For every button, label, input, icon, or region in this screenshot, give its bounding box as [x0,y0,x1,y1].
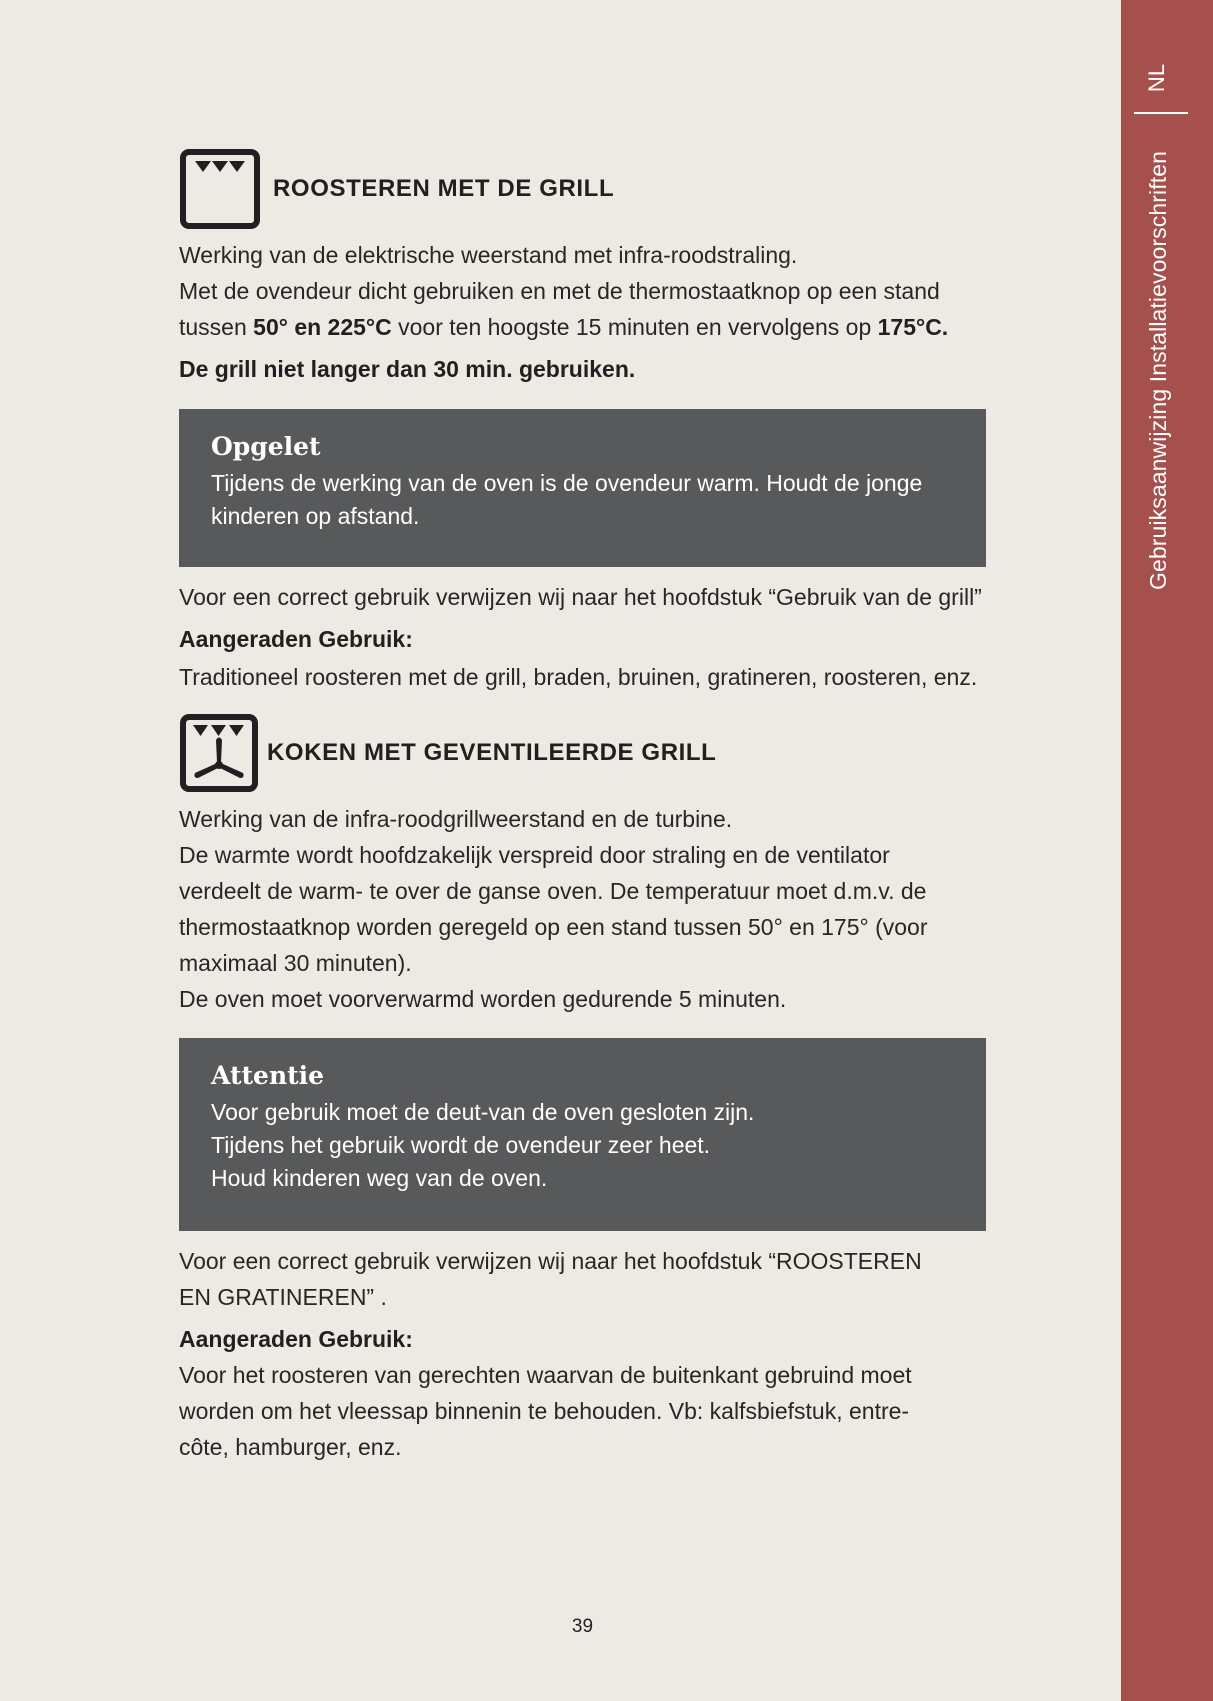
paragraph: Werking van de infra-roodgrillweerstand en de turbine. De warmte wordt hoofdzakelijk verspreid door straling en de ventilator verdeelt de warm- te over de ganse oven. De temperatuur moet d.m.v. de thermostaatknop worden geregeld op een stand tussen 50° en 175° (voor maximaal 30 minuten). De oven moet voorverwarmd worden gedurende 5 minuten. [179,806,928,1012]
oven-grill-icon [179,148,261,230]
caution-title: Opgelet [211,432,321,461]
recommended-use-label: Aangeraden Gebruik: [179,1326,413,1352]
oven-fan-grill-icon [179,713,259,793]
recommended-use-label: Aangeraden Gebruik: [179,626,413,652]
attention-box [179,1038,986,1231]
sidebar-title: Gebruiksaanwijzing Installatievoorschriften [1144,150,1171,590]
recommended-use-text: Traditioneel roosteren met de grill, braden, bruinen, gratineren, roosteren, enz. [179,664,978,690]
section-header-fan-grill [179,713,716,793]
sidebar-divider [1134,112,1188,114]
attention-text: Houd kinderen weg van de oven. [211,1165,548,1191]
caution-text: Tijdens de werking van de oven is de ovendeur warm. Houdt de jonge [211,470,923,496]
section-title: KOKEN MET GEVENTILEERDE GRILL [267,739,717,766]
paragraph: Werking van de elektrische weerstand met infra-roodstraling. Met de ovendeur dicht gebruiken en met de thermostaatknop op een stand tussen 50° en 225°C voor ten hoogste 15 minuten en vervolgens op 175°C. [179,242,949,340]
section-title: ROOSTEREN MET DE GRILL [273,175,615,202]
reference-text: Voor een correct gebruik verwijzen wij naar het hoofdstuk “ROOSTEREN EN GRATINEREN” . [179,1248,922,1310]
attention-title: Attentie [211,1061,325,1090]
caution-text: kinderen op afstand. [211,503,420,529]
page-number: 39 [571,1616,594,1637]
recommended-use-text: Voor het roosteren van gerechten waarvan de buitenkant gebruind moet worden om het vleessap binnenin te behouden. Vb: kalfsbiefstuk, entre- côte, hamburger, enz. [179,1362,912,1460]
language-tab: NL [1144,63,1169,93]
attention-text: Tijdens het gebruik wordt de ovendeur zeer heet. [211,1132,711,1158]
warning-note: De grill niet langer dan 30 min. gebruiken. [179,356,636,382]
attention-text: Voor gebruik moet de deut-van de oven gesloten zijn. [211,1099,755,1125]
caution-box [179,409,986,567]
section-header-grill [179,148,614,230]
reference-text: Voor een correct gebruik verwijzen wij naar het hoofdstuk “Gebruik van de grill” [179,584,982,610]
